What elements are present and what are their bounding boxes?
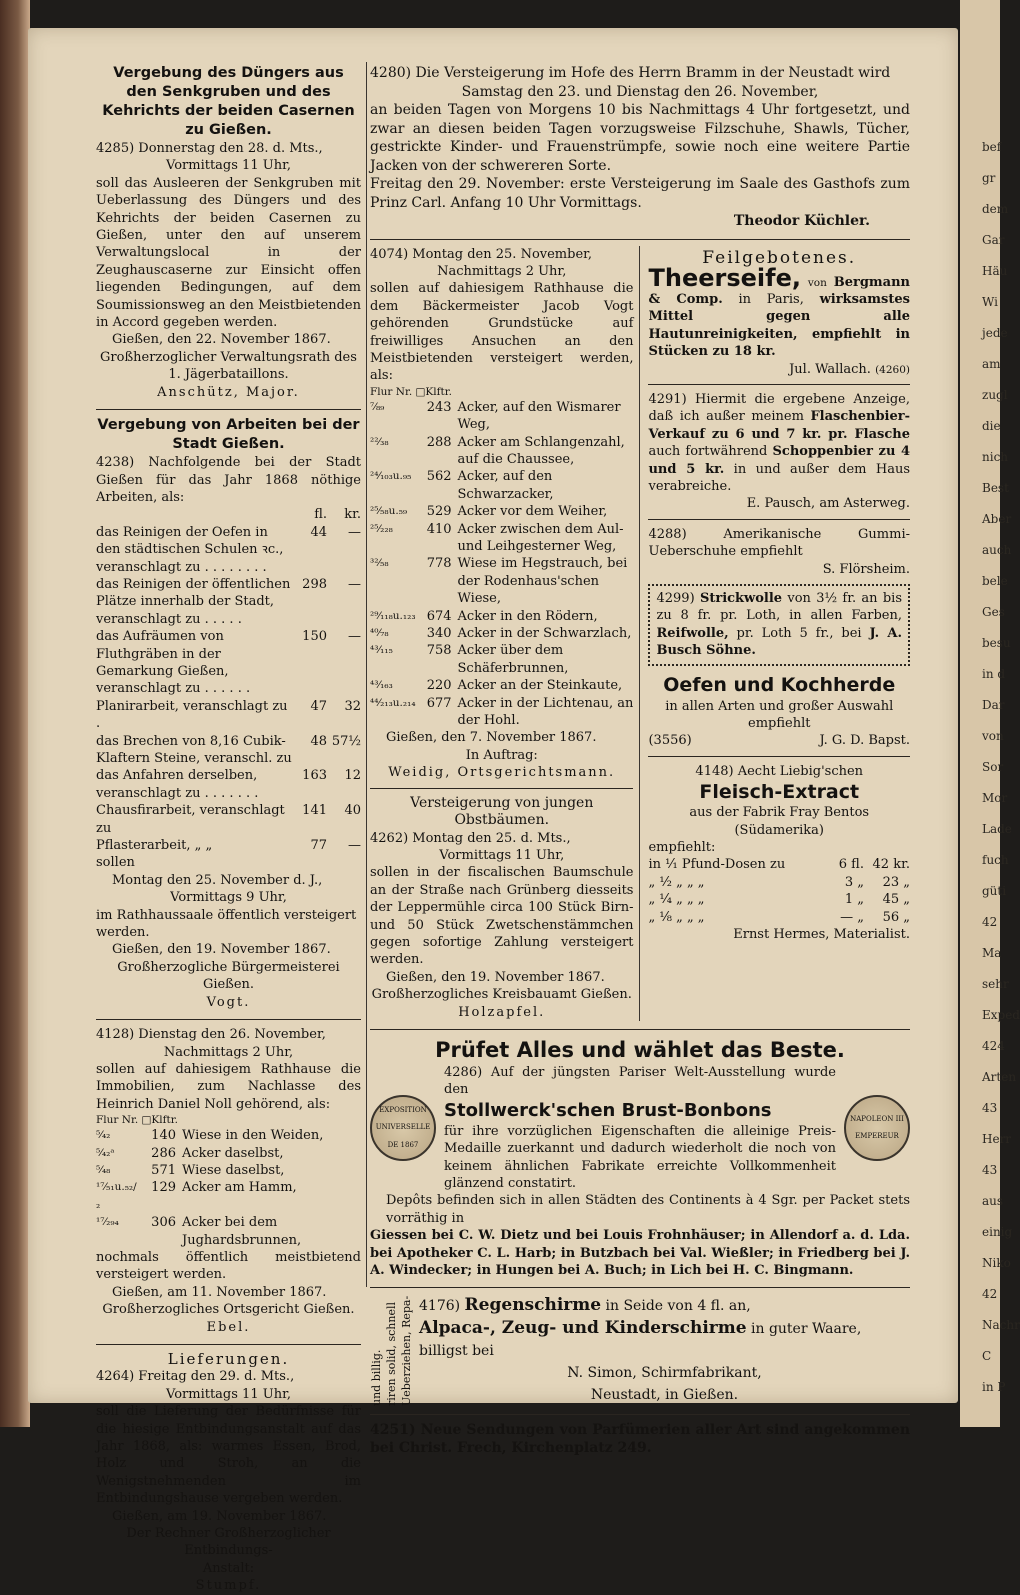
table-row: Planirarbeit, veranschlagt zu . 47 32 xyxy=(96,698,361,732)
notice-4264: Lieferungen. 4264) Freitag den 29. d. Mts., Vormittags 11 Uhr, soll die Lieferung der Bedürfnisse für die hiesige Entbindungsanstalt auf das Jahr 1868, als: warmes Essen, Brod, Holz und Stroh, an die Wenigstnehmenden im Entbindungshause vergeben werden. Gießen, am 19. November 1867. Der Rechner Großherzoglicher Entbindungs- Anstalt: Stumpf. xyxy=(96,1350,361,1594)
medal-exposition-icon: EXPOSITION UNIVERSELLE DE 1867 xyxy=(370,1095,436,1161)
ad-theerseife: Feilgebotenes. Theerseife, von Bergmann & Comp. in Paris, wirksamstes Mittel gegen alle Hautunreinigkeiten, empfiehlt in Stücken zu 18 kr. Jul. Wallach. (4260) xyxy=(648,247,910,377)
notice-4280: 4280) Die Versteigerung im Hofe des Herrn Bramm in der Neustadt wird Samstag den 23. und Dienstag den 26. November, an beiden Tagen von Morgens 10 bis Nachmittags 4 Uhr fortgesetzt, und zwar an diesen beiden Tagen vorzugsweise Filzschuhe, Shawls, Tücher, gestrickte Kinder- und Frauenstrümpfe, sowie noch eine weitere Partie Jacken von der schwereren Sorte. Freitag den 29. November: erste Versteigerung im Saale des Gasthofs zum Prinz Carl. Anfang 10 Uhr Vormittags. Theodor Küchler. xyxy=(370,65,910,229)
edge-fragment: in d xyxy=(982,667,1006,681)
table-row: ²⁹⁄₁₁₈u.₁₂₃ 674 Acker in den Rödern, xyxy=(370,608,598,624)
edge-fragment: 43 xyxy=(982,1163,998,1177)
edge-fragment: Niko xyxy=(982,1256,1011,1270)
notice-4074: 4074) Montag den 25. November, Nachmittags 2 Uhr, sollen auf dahiesigem Rathhause die dem Bäckermeister Jacob Vogt gehörenden Grundstücke auf freiwilliges Ansuchen an den Meistbietenden versteigert werden, als: Flur Nr. □Klftr. ⁷⁄₈₉ 243 Acker, auf den Wismarer Weg, ²²⁄₃₈ 288 Acker am Schlangenzahl, auf die Chaussee, ²⁴⁄₁₀₃u.₉₅ 562 Acker, auf den Schwarzacker, ²⁵⁄₅₈u.₅₉ 529 Acker vor dem Weiher, ²⁵⁄₂₂₈ 410 Acker zwischen dem Aul- und Leihgesterner Weg, ³²⁄₅₈ 778 Wiese im Hegstrauch, bei der Rodenhaus'schen Wiese, ²⁹⁄₁₁₈u.₁₂₃ 674 Acker in den Rödern, ⁴⁰⁄₇₈ 340 Acker in der Schwarzlach, ⁴³⁄₁₁₅ 758 Acker über dem Schäferbrunnen, ⁴³⁄₁₆₃ 220 Acker an der Steinkaute, ⁴⁴⁄₂₁₃u.₂₁₄ 677 Acker in der Lichtenau, an der Hohl. Gießen, den 7. November 1867. In Auftrag: Weidig, Ortsgerichtsmann. xyxy=(370,246,634,781)
edge-fragment: C xyxy=(982,1349,992,1363)
ad-4148: 4148) Aecht Liebig'schen Fleisch-Extract aus der Fabrik Fray Bentos (Südamerika) empfiehlt: in ¹⁄₁ Pfund-Dosen zu 6 fl. 42 kr. „ ¹⁄₂ „ „ „ 3 „ 23 „ „ ¹⁄₄ „ „ „ 1 „ 45 „ „ ¹⁄₈ „ „ „ — „ 56 „ Ernst Hermes, Materialist. xyxy=(648,763,910,943)
divider xyxy=(96,1019,361,1020)
ad-4299-frame: 4299) Strickwolle von 3½ fr. an bis zu 8 fr. pr. Loth, in allen Farben, Reifwolle, pr. Loth 5 fr., bei J. A. Busch Söhne. xyxy=(648,584,910,666)
table-row: ⁵⁄₄₂ᵃ 286 Acker daselbst, xyxy=(96,1145,284,1161)
table-row: das Aufräumen von Fluthgräben in der Gemarkung Gießen, veranschlagt zu . . . . . . 150 — xyxy=(96,629,361,697)
book-binding-edge xyxy=(0,0,30,1427)
edge-fragment: bele xyxy=(982,574,1008,588)
land-table xyxy=(370,399,633,730)
right-column xyxy=(370,64,910,1457)
ad-4286-stollwerck: Prüfet Alles und wählet das Beste. EXPOSITION UNIVERSELLE DE 1867 4286) Auf der jüngsten Pariser Welt-Ausstellung wurde den Stollwerck'schen Brust-Bonbons für ihre vorzüglichen Eigenschaften die alleinige Preis-Medaille zuerkannt und dadurch wiederholt die noch von keinem ähnlichen Fabrikate erreichte Vollkommenheit glänzend constatirt. NAPOLEON III EMPEREUR Depôts befinden sich in allen Städten des Continents à 4 Sgr. per Packet stets vorräthig in Giessen bei C. W. Dietz und bei Louis Frohnhäuser; in Allendorf a. d. Lda. bei Apotheker C. L. Harb; in Butzbach bei Val. Wießler; in Friedberg bei J. A. Windecker; in Hungen bei A. Buch; in Lich bei H. C. Bingmann. xyxy=(370,1037,910,1279)
edge-fragment: 42 xyxy=(982,1287,998,1301)
edge-fragment: einig xyxy=(982,1225,1013,1239)
table-row: ⁴⁴⁄₂₁₃u.₂₁₄ 677 Acker in der Lichtenau, an der Hohl. xyxy=(370,695,634,729)
table-row: ²⁴⁄₁₀₃u.₉₅ 562 Acker, auf den Schwarzacker, xyxy=(370,469,554,502)
notice-4285: Vergebung des Düngers aus den Senkgruben und des Kehrichts der beiden Casernen zu Gießen. 4285) Donnerstag den 28. d. Mts., Vormittags 11 Uhr, soll das Ausleeren der Senkgruben mit Ueberlassung des Düngers und des Kehrichts der beiden Casernen zu Gießen, unter den auf unserem Verwaltungslocal in der Zeughauscaserne zur Einsicht offen liegenden Bedingungen, auf dem Soumissionsweg an den Meistbietenden in Accord gegeben werden. Gießen, den 22. November 1867. Großherzoglicher Verwaltungsrath des 1. Jägerbataillons. Anschütz, Major. xyxy=(96,65,361,400)
side-note: und billig. riren solid, schnell Ueberziehen, Repa- xyxy=(370,1296,413,1407)
edge-fragment: in P xyxy=(982,1380,1006,1394)
edge-fragment: Wi xyxy=(982,295,998,309)
edge-fragment: 42 xyxy=(982,915,998,929)
edge-fragment: besu xyxy=(982,636,1011,650)
table-row: das Reinigen der öffentlichen Plätze innerhalb der Stadt, veranschlagt zu . . . . . 298 — xyxy=(96,576,361,627)
edge-fragment: Häu xyxy=(982,264,1008,278)
signature: Ebel. xyxy=(206,1319,251,1335)
table-row: ²⁵⁄₅₈u.₅₉ 529 Acker vor dem Weiher, xyxy=(370,504,608,520)
table-row: das Brechen von 8,16 Cubik-Klaftern Steine, veranschl. zu 48 57½ xyxy=(96,733,361,766)
notice-title: Vergebung des Düngers aus den Senkgruben und des Kehrichts der beiden Casernen zu Gießen. xyxy=(102,65,355,138)
table-row: ¹⁷⁄₂₉₄ 306 Acker bei dem Jughardsbrunnen, xyxy=(96,1215,302,1248)
table-row: „ ¹⁄₈ „ „ „ — „ 56 „ xyxy=(648,909,910,925)
edge-fragment: Arten xyxy=(982,1070,1017,1084)
signature: Anschütz, Major. xyxy=(157,384,300,400)
edge-fragment: Herr xyxy=(982,1132,1012,1146)
table-row: „ ¹⁄₂ „ „ „ 3 „ 23 „ xyxy=(648,874,910,890)
divider xyxy=(96,1344,361,1345)
notice-body: soll das Ausleeren der Senkgruben mit Ueberlassung des Düngers und des Kehrichts der beiden Casernen zu Gießen, unter den auf unserem Verwaltungslocal in der Zeughauscaserne zur Einsicht offen liegenden Bedingungen, auf dem Soumissionsweg an den Meistbietenden in Accord gegeben werden. xyxy=(96,175,361,331)
edge-fragment: Dar xyxy=(982,698,1005,712)
signature: S. Flörsheim. xyxy=(822,561,910,577)
signature: Weidig, Ortsgerichtsmann. xyxy=(388,765,616,781)
divider xyxy=(370,1414,910,1415)
edge-fragment: von xyxy=(982,729,1004,743)
edge-fragment: gr xyxy=(982,171,996,185)
edge-fragment: Best xyxy=(982,481,1009,495)
table-row: ⁵⁄₄₈ 571 Wiese daselbst, xyxy=(96,1162,285,1178)
edge-fragment: fuch xyxy=(982,853,1009,867)
divider xyxy=(370,1029,910,1030)
edge-fragment: auch xyxy=(982,543,1012,557)
table-row: das Anfahren derselben, veranschlagt zu . . . . . . . 163 12 xyxy=(96,768,361,801)
adjacent-page-edge xyxy=(960,0,1020,1427)
split-section xyxy=(370,246,910,1021)
signature: E. Pausch, am Asterweg. xyxy=(746,496,910,512)
ad-3556: Oefen und Kochherde in allen Arten und großer Auswahl empfiehlt (3556) J. G. D. Bapst. xyxy=(648,673,910,749)
edge-fragment: Mor xyxy=(982,791,1008,805)
table-row: ⁴³⁄₁₆₃ 220 Acker an der Steinkaute, xyxy=(370,678,623,694)
edge-fragment: zugl xyxy=(982,388,1008,402)
ad-4176-schirme: und billig. riren solid, schnell Ueberziehen, Repa- 4176) Regenschirme in Seide von 4 fl. an, Alpaca-, Zeug- und Kinderschirme in guter Waare, billigst bei N. Simon, Schirmfabrikant, Neustadt, in Gießen. xyxy=(370,1295,862,1407)
table-row: Pflasterarbeit, „ „ 77 — xyxy=(96,838,361,854)
edge-fragment: 424 xyxy=(982,1039,1005,1053)
edge-fragment: am xyxy=(982,357,1001,371)
notice-4262: Versteigerung von jungen Obstbäumen. 4262) Montag den 25. d. Mts., Vormittags 11 Uhr, sollen in der fiscalischen Baumschule an der Straße nach Grünberg diesseits der Leppermühle circa 100 Stück Birn- und 50 Stück Zwetschenstämmchen gegen sofortige Zahlung versteigert werden. Gießen, den 19. November 1867. Großherzogliches Kreisbauamt Gießen. Holzapfel. xyxy=(370,794,634,1020)
edge-fragment: 43 xyxy=(982,1101,998,1115)
notice-4238: Vergebung von Arbeiten bei der Stadt Gießen. 4238) Nachfolgende bei der Stadt Gießen für das Jahr 1868 nöthige Arbeiten, als: fl. kr. das Reinigen der Oefen in den städtischen Schulen ꝛc., veranschlagt zu . . . . . . . . 44 — das Reinigen der öffentlichen Plätze innerhalb der Stadt, veranschlagt zu . . . . . 298 — das Aufräumen von Fluthgräben in der Gemarkung Gießen, veranschlagt zu . . . . . . 150 — Planirarbeit, veranschlagt zu . 47 32 das Brechen von 8,16 Cubik-Klaftern Steine, veranschl. zu 48 57½ das Anfahren derselben, veranschlagt zu . . . . . . . 163 12 Chausfirarbeit, veranschlagt zu 141 40 Pflasterarbeit, „ „ 77 — sollen Montag den 25. November d. J., Vormittags 9 Uhr, im Rathhaussaale öffentlich versteigert werden. Gießen, den 19. November 1867. Großherzogliche Bürgermeisterei Gießen. Vogt. xyxy=(96,417,361,1010)
table-row: ¹⁷⁄₅₁u.₅₂/₂ 129 Acker am Hamm, xyxy=(96,1180,297,1211)
table-row: Chausfirarbeit, veranschlagt zu 141 40 xyxy=(96,803,361,836)
edge-fragment: Lade xyxy=(982,822,1012,836)
divider xyxy=(648,384,910,385)
table-row: „ ¹⁄₄ „ „ „ 1 „ 45 „ xyxy=(648,892,910,908)
sub-column-left xyxy=(370,246,640,1021)
table-row: ⁵⁄₄₂ 140 Wiese in den Weiden, xyxy=(96,1128,324,1144)
divider xyxy=(370,1287,910,1288)
divider xyxy=(648,756,910,757)
table-row: ²²⁄₃₈ 288 Acker am Schlangenzahl, auf die Chaussee, xyxy=(370,434,625,467)
table-row: in ¹⁄₁ Pfund-Dosen zu 6 fl. 42 kr. xyxy=(648,857,910,873)
divider xyxy=(96,409,361,410)
edge-fragment: Ma xyxy=(982,946,1002,960)
column-divider xyxy=(366,62,367,1287)
edge-fragment: die xyxy=(982,419,1001,433)
notice-4128: 4128) Dienstag den 26. November, Nachmittags 2 Uhr, sollen auf dahiesigem Rathhause die Immobilien, zum Nachlasse des Heinrich Daniel Noll gehörend, als: Flur Nr. □Klftr. ⁵⁄₄₂ 140 Wiese in den Weiden, ⁵⁄₄₂ᵃ 286 Acker daselbst, ⁵⁄₄₈ 571 Wiese daselbst, ¹⁷⁄₅₁u.₅₂/₂ 129 Acker am Hamm, ¹⁷⁄₂₉₄ 306 Acker bei dem Jughardsbrunnen, nochmals öffentlich meistbietend versteigert werden. Gießen, am 11. November 1867. Großherzogliches Ortsgericht Gießen. Ebel. xyxy=(96,1027,361,1335)
edge-fragment: bef xyxy=(982,140,1002,154)
table-row: ³²⁄₅₈ 778 Wiese im Hegstrauch, bei der Rodenhaus'schen Wiese, xyxy=(370,556,628,607)
edge-fragment: aus xyxy=(982,1194,1004,1208)
table-row: ⁴³⁄₁₁₅ 758 Acker über dem Schäferbrunnen, xyxy=(370,643,569,676)
divider xyxy=(370,239,910,240)
ad-4288: 4288) Amerikanische Gummi-Ueberschuhe empfiehlt S. Flörsheim. xyxy=(648,526,910,577)
table-row: das Reinigen der Oefen in den städtischen Schulen ꝛc., veranschlagt zu . . . . . . . . 44 — xyxy=(96,524,361,575)
edge-fragment: nich xyxy=(982,450,1009,464)
ad-4251: 4251) Neue Sendungen von Parfümerien aller Art sind angekommen bei Christ. Frech, Kirchenplatz 249. xyxy=(370,1422,911,1457)
signature: Theodor Küchler. xyxy=(733,213,870,229)
left-column xyxy=(96,64,361,1595)
table-row: ⁷⁄₈₉ 243 Acker, auf den Wismarer Weg, xyxy=(370,399,621,433)
signature: Stumpf. xyxy=(195,1578,262,1594)
edge-fragment: Sor xyxy=(982,760,1004,774)
edge-fragment: Aber xyxy=(982,512,1012,526)
signature: Vogt. xyxy=(206,994,251,1010)
table-row: ²⁵⁄₂₂₈ 410 Acker zwischen dem Aul- und Leihgesterner Weg, xyxy=(370,521,624,554)
land-table xyxy=(96,1127,361,1249)
divider xyxy=(648,519,910,520)
edge-fragment: Ges xyxy=(982,605,1005,619)
sub-column-right xyxy=(640,246,910,1021)
medal-napoleon-icon: NAPOLEON III EMPEREUR xyxy=(844,1095,910,1161)
divider xyxy=(370,788,633,789)
edge-fragment: Exped xyxy=(982,1008,1020,1022)
table-row: ⁴⁰⁄₇₈ 340 Acker in der Schwarzlach, xyxy=(370,626,632,642)
signature: Holzapfel. xyxy=(458,1004,546,1020)
edge-fragment: güti xyxy=(982,884,1007,898)
price-table xyxy=(648,856,910,926)
edge-fragment: dem xyxy=(982,202,1009,216)
edge-fragment: jede xyxy=(982,326,1008,340)
edge-fragment: Nachr xyxy=(982,1318,1020,1332)
edge-fragment: Gar xyxy=(982,233,1005,247)
ad-4291: 4291) Hiermit die ergebene Anzeige, daß ich außer meinem Flaschenbier-Verkauf zu 6 und 7 kr. pr. Flasche auch fortwährend Schoppenbier zu 4 und 5 kr. in und außer dem Haus verabreiche. E. Pausch, am Asterweg. xyxy=(648,391,911,512)
cost-table: fl. kr. das Reinigen der Oefen in den städtischen Schulen ꝛc., veranschlagt zu . . . . . . . . 44 — das Reinigen der öffentlichen Plätze innerhalb der Stadt, veranschlagt zu . . . . . 298 — das Aufräumen von Fluthgräben in der Gemarkung Gießen, veranschlagt zu . . . . . . 150 — Planirarbeit, veranschlagt zu . 47 32 das Brechen von 8,16 Cubik-Klaftern Steine, veranschl. zu 48 57½ das Anfahren derselben, veranschlagt zu . . . . . . . 163 12 Chausfirarbeit, veranschlagt zu 141 40 Pflasterarbeit, „ „ 77 — xyxy=(96,507,361,854)
signature: Ernst Hermes, Materialist. xyxy=(733,927,910,943)
edge-fragment: sehr xyxy=(982,977,1009,991)
